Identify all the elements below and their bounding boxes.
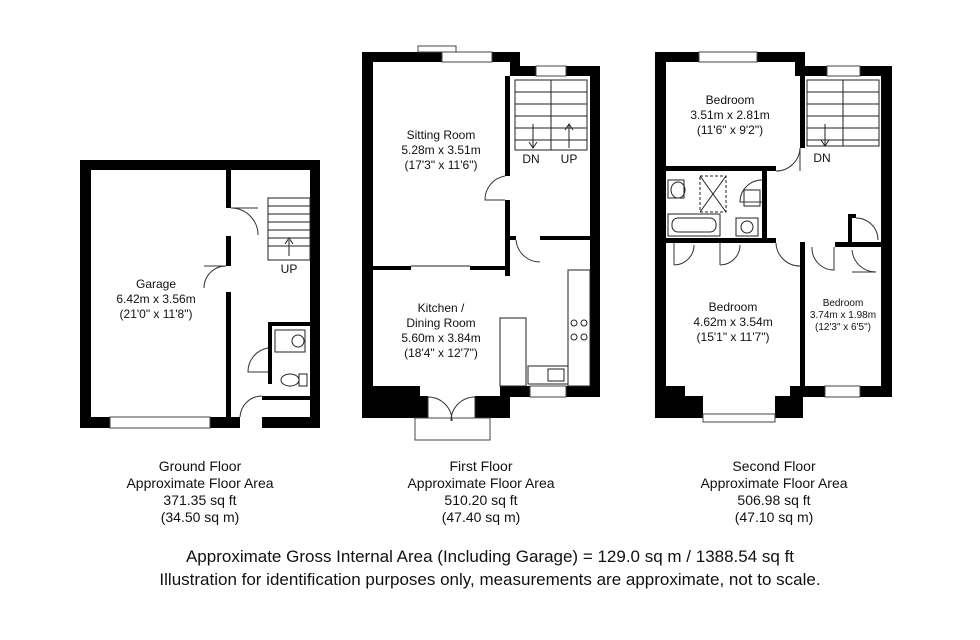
first-kitchen-island xyxy=(500,318,526,386)
second-cupboard-wall-top xyxy=(848,214,856,218)
first-landing-wall xyxy=(510,236,516,240)
first-sink-bowl xyxy=(548,369,564,381)
second-floor-caption xyxy=(674,458,874,526)
second-window-bedroom3 xyxy=(825,386,860,397)
second-wall-bottom-mid xyxy=(775,396,803,418)
first-floor-caption xyxy=(381,458,581,526)
sitting-room-label: Sitting Room xyxy=(406,128,476,142)
second-wall-right xyxy=(881,66,892,396)
first-stairs-up-label: UP xyxy=(560,152,578,166)
ground-floor-area-sqft: 371.35 sq ft xyxy=(163,492,237,508)
second-wall-step-top xyxy=(795,66,827,76)
garage-door xyxy=(110,417,210,428)
ground-wall-bottom-mid xyxy=(210,417,240,428)
first-floor-area-sqft: 510.20 sq ft xyxy=(444,492,518,508)
second-bath-door xyxy=(740,180,762,202)
ground-floor-caption xyxy=(100,458,300,526)
kitchen-size-m: 5.60m x 3.84m xyxy=(401,331,481,345)
bedroom3-size-ft: (12'3" x 6'5") xyxy=(815,322,871,333)
first-french-doors xyxy=(428,397,475,421)
ground-wall-left xyxy=(80,160,91,428)
first-floor-title: First Floor xyxy=(449,458,513,474)
first-wall-bottom-right-2 xyxy=(500,386,530,397)
first-stairs-down-label: DN xyxy=(522,152,540,166)
ground-floor-title: Ground Floor xyxy=(158,458,242,474)
second-wall-bottom-right xyxy=(860,386,892,397)
second-wardrobe-door-2 xyxy=(720,243,740,265)
second-stair-wall xyxy=(800,76,805,148)
ground-wall-top xyxy=(80,160,320,170)
kitchen-size-ft: (18'4" x 12'7") xyxy=(404,346,478,360)
second-bedroom1-wall xyxy=(666,166,776,171)
garage-size-m: 6.42m x 3.56m xyxy=(116,292,196,306)
ground-wall-bottom-right xyxy=(262,417,320,428)
ground-stairs-up-label: UP xyxy=(280,262,298,276)
bedroom2-size-m: 4.62m x 3.54m xyxy=(693,315,773,329)
second-bath-wall xyxy=(762,171,767,241)
second-cupboard-door-2 xyxy=(852,250,876,272)
second-wall-bottom-left-2 xyxy=(655,396,703,418)
first-balcony xyxy=(415,418,490,440)
ground-internal-wall-3 xyxy=(226,292,231,417)
second-floor-area-sqft: 506.98 sq ft xyxy=(737,492,811,508)
bedroom2-label: Bedroom xyxy=(708,300,758,314)
first-floor-area-sqm: (47.40 sq m) xyxy=(441,509,521,525)
sitting-room-size-m: 5.28m x 3.51m xyxy=(401,143,481,157)
second-stairs-down-label: DN xyxy=(813,151,831,165)
first-wall-bottom-far xyxy=(566,386,600,397)
first-floor-area-label: Approximate Floor Area xyxy=(407,475,555,491)
first-landing-wall-2 xyxy=(540,236,590,240)
second-cupboard-door xyxy=(856,218,878,240)
second-bedroom3-door xyxy=(812,247,834,270)
wc-wall-left xyxy=(268,322,272,384)
second-bathroom-fittings xyxy=(668,176,760,236)
second-wall-bottom-mid-2 xyxy=(790,386,825,397)
second-bedroom3-wall-top xyxy=(835,242,881,247)
first-window-top xyxy=(442,52,492,62)
second-bedroom3-wall xyxy=(800,242,805,386)
ground-toilet xyxy=(281,374,299,386)
second-bedroom2-door xyxy=(776,243,800,266)
ground-wall-bottom-left xyxy=(80,417,110,428)
ground-front-door xyxy=(240,396,262,417)
first-divider-left xyxy=(373,266,411,270)
ground-basin-bowl xyxy=(292,335,304,347)
first-floor-plan xyxy=(362,46,600,440)
ground-basin xyxy=(275,330,305,352)
first-window-top-sill xyxy=(418,46,456,52)
bedroom1-size-m: 3.51m x 2.81m xyxy=(690,108,770,122)
ground-wc-door xyxy=(248,348,268,372)
dining-room-label: Dining Room xyxy=(406,316,476,330)
ground-internal-wall xyxy=(226,170,231,208)
garage-size-ft: (21'0" x 11'8") xyxy=(119,307,193,321)
ground-floor-area-sqm: (34.50 sq m) xyxy=(160,509,240,525)
second-wall-left xyxy=(655,52,666,397)
first-stair-wall xyxy=(505,76,510,176)
second-wardrobe-door-1 xyxy=(674,243,694,265)
ground-floor-plan xyxy=(80,160,320,428)
second-floor-plan xyxy=(655,52,892,422)
first-window-kitchen xyxy=(530,386,566,397)
second-floor-area-sqm: (47.10 sq m) xyxy=(734,509,814,525)
bedroom1-label: Bedroom xyxy=(705,93,755,107)
second-floor-area-label: Approximate Floor Area xyxy=(700,475,848,491)
ground-door-1 xyxy=(231,208,258,235)
first-kitchen-worktop xyxy=(568,270,590,386)
ground-stairs xyxy=(268,198,310,260)
first-hob xyxy=(571,320,587,340)
first-wall-step-top xyxy=(510,66,536,76)
second-cupboard-wall xyxy=(848,214,852,246)
bedroom3-label: Bedroom xyxy=(822,298,864,309)
first-wall-right xyxy=(590,66,600,396)
second-floor-title: Second Floor xyxy=(732,458,816,474)
ground-internal-wall-2 xyxy=(226,236,231,266)
first-kitchen-door xyxy=(516,240,540,262)
ground-floor-area-label: Approximate Floor Area xyxy=(126,475,274,491)
bedroom2-size-ft: (15'1" x 11'7") xyxy=(696,330,770,344)
second-window-stairs xyxy=(827,66,860,76)
ground-wall-right xyxy=(310,160,320,428)
wc-wall-top xyxy=(268,322,310,326)
ground-porch-wall xyxy=(262,396,310,400)
second-wall-bottom-left xyxy=(655,386,685,397)
second-window-bedroom2 xyxy=(703,414,775,422)
first-wall-top-left xyxy=(362,52,442,62)
bedroom3-size-m: 3.74m x 1.98m xyxy=(809,310,877,321)
sitting-room-size-ft: (17'3" x 11'6") xyxy=(404,158,478,172)
first-wall-left xyxy=(362,52,373,397)
first-divider-right xyxy=(470,266,510,270)
garage-label: Garage xyxy=(135,277,177,291)
ground-toilet-cistern xyxy=(299,374,307,386)
first-sitting-door xyxy=(485,176,505,200)
ground-door-2 xyxy=(204,266,226,288)
first-stair-wall-2 xyxy=(505,200,510,276)
second-bedroom1-door xyxy=(776,148,800,171)
first-wall-bottom-right xyxy=(475,396,510,418)
gross-area-note: Approximate Gross Internal Area (Including Garage) = 129.0 sq m / 1388.54 sq ft xyxy=(185,547,795,566)
first-wall-bottom-left xyxy=(362,386,420,397)
first-stairs xyxy=(515,80,587,150)
bedroom1-size-ft: (11'6" x 9'2") xyxy=(696,123,764,137)
second-window-bedroom1 xyxy=(699,52,757,62)
kitchen-label: Kitchen / xyxy=(417,301,465,315)
second-stairs xyxy=(807,80,879,146)
first-window-stairs xyxy=(536,66,566,76)
disclaimer-note: Illustration for identification purposes only, measurements are approximate, not to scale. xyxy=(159,570,821,589)
first-wall-bottom-left-2 xyxy=(362,396,428,418)
second-bath-wall-bottom xyxy=(666,238,776,243)
second-wall-top-left xyxy=(655,52,699,62)
